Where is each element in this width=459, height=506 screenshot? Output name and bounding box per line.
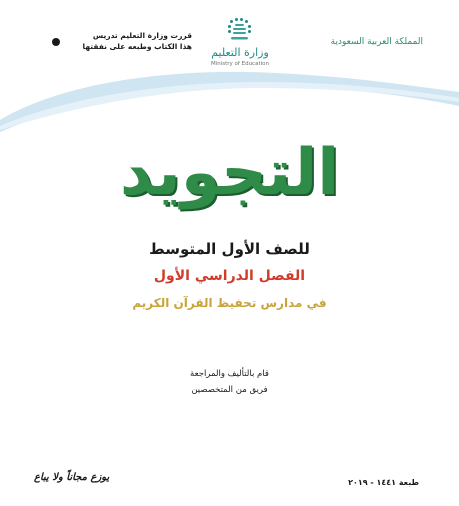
grade-level: للصف الأول المتوسط (149, 240, 310, 258)
approval-line-2: هذا الكتاب وطبعه على نفقتها (82, 42, 192, 51)
ministry-name-arabic: وزارة التعليم (211, 46, 269, 59)
approval-statement (52, 30, 192, 52)
book-title: التجويد (119, 136, 340, 210)
school-type: في مدارس تحفيظ القرآن الكريم (132, 296, 327, 310)
decorative-wave (0, 62, 459, 142)
semester: الفصل الدراسي الأول (153, 268, 306, 284)
credits-line-1: قام بالتأليف والمراجعة (190, 369, 269, 379)
edition-year: طبعة ١٤٤١ - ٢٠١٩ (348, 478, 419, 487)
kingdom-name: المملكة العربية السعودية (330, 37, 423, 47)
ministry-logo (200, 18, 280, 68)
ministry-emblem-icon (228, 18, 252, 44)
credits (0, 366, 459, 398)
ministry-name-english: Ministry of Education (210, 61, 269, 67)
approval-line-1: قررت وزارة التعليم تدريس (92, 31, 192, 40)
free-distribution-notice: يوزع مجاناً ولا يباع (34, 472, 110, 483)
credits-line-2: فريق من المتخصصين (191, 385, 268, 395)
